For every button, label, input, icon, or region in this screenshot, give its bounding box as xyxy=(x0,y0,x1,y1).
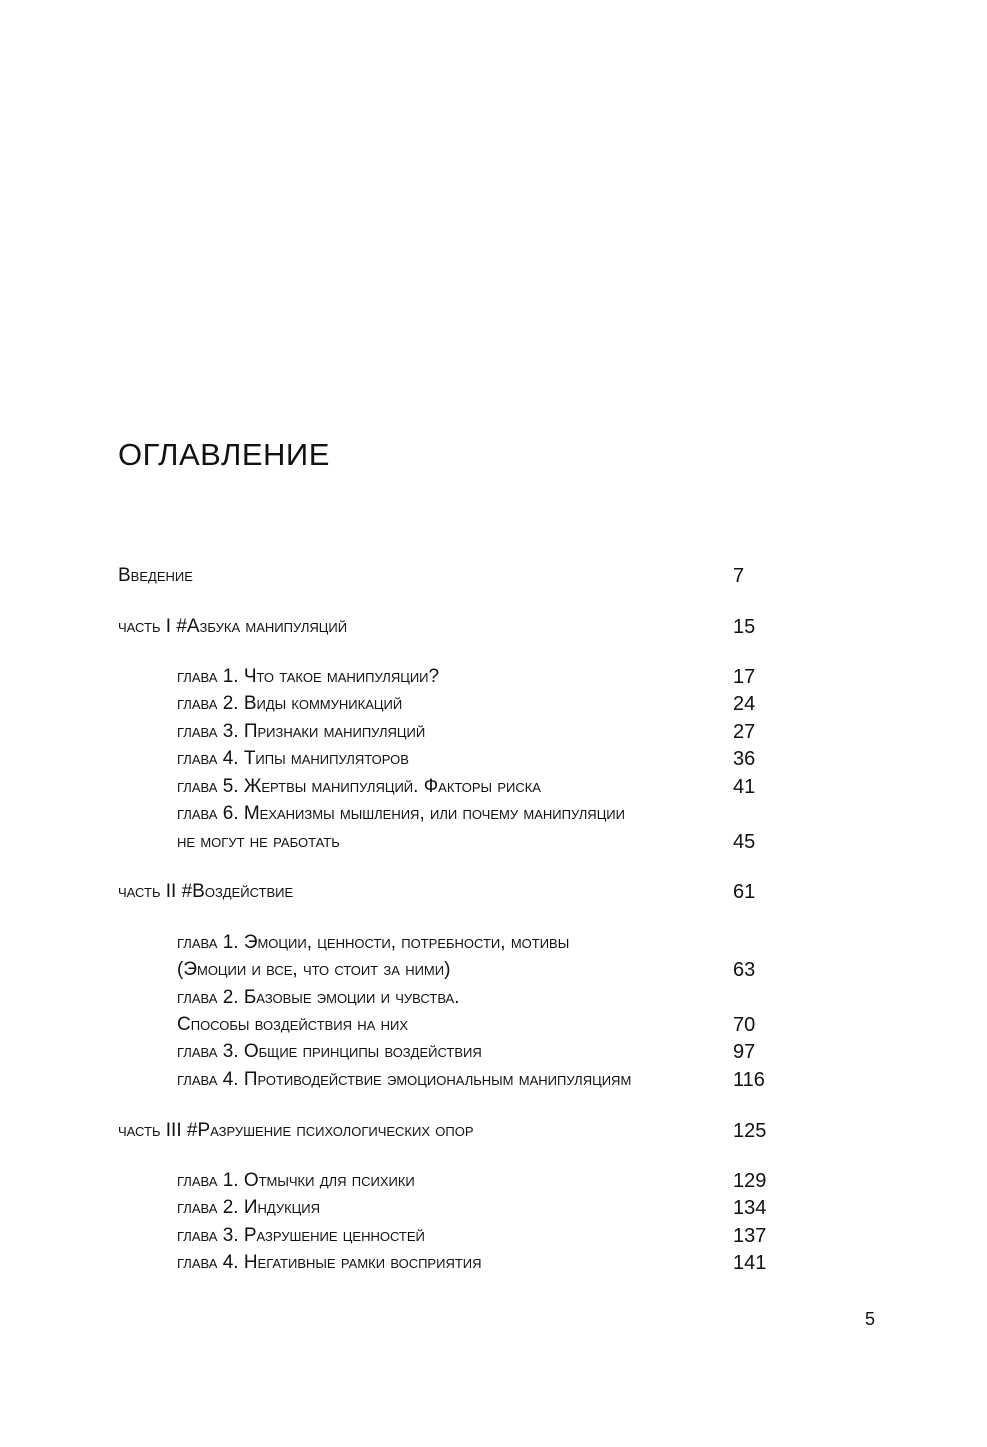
toc-chapter-continuation xyxy=(177,829,818,855)
toc-entry-page: 41 xyxy=(733,776,756,798)
toc-entry-page: 45 xyxy=(733,831,756,853)
toc-entry-page: 137 xyxy=(733,1225,767,1247)
toc-entry-page: 141 xyxy=(733,1252,767,1274)
toc-entry-text: часть I #Азбука манипуляций xyxy=(118,616,348,637)
toc-entry-text: глава 1. Что такое манипуляции? xyxy=(177,666,440,687)
toc-entry-text: глава 6. Механизмы мышления, или почему манипуляции xyxy=(177,803,625,824)
toc-entry-text: Способы воздействия на них xyxy=(177,1014,409,1035)
toc-entry-text: глава 2. Виды коммуникаций xyxy=(177,693,403,714)
toc-entry-page: 36 xyxy=(733,748,756,770)
toc-entry-page: 129 xyxy=(733,1170,767,1192)
toc-chapter xyxy=(177,1039,818,1065)
toc-entry-introduction xyxy=(118,563,818,589)
toc-chapter xyxy=(177,1067,818,1093)
toc-part-2 xyxy=(118,879,818,905)
toc-chapter xyxy=(177,746,818,772)
toc-entry-text: глава 1. Эмоции, ценности, потребности, мотивы xyxy=(177,932,570,953)
toc-chapter xyxy=(177,774,818,800)
toc-entry-page: 24 xyxy=(733,693,756,715)
page-title: ОГЛАВЛЕНИЕ xyxy=(118,437,330,472)
toc-entry-page: 125 xyxy=(733,1120,767,1142)
toc-entry-text: глава 2. Индукция xyxy=(177,1197,320,1218)
page-number: 5 xyxy=(865,1309,876,1329)
toc-chapter-continuation xyxy=(177,1012,818,1038)
toc-chapter xyxy=(177,1195,818,1221)
toc-chapter-continuation xyxy=(177,957,818,983)
toc-entry-page: 15 xyxy=(733,616,756,638)
toc-entry-text: (Эмоции и все, что стоит за ними) xyxy=(177,959,451,980)
toc-chapter xyxy=(177,1223,818,1249)
toc-entry-text: Введение xyxy=(118,565,193,586)
toc-entry-page: 63 xyxy=(733,959,756,981)
toc-entry-text: часть II #Воздействие xyxy=(118,881,294,902)
toc-entry-text: глава 5. Жертвы манипуляций. Факторы риска xyxy=(177,776,541,797)
toc-entry-page: 134 xyxy=(733,1197,767,1219)
toc-chapter xyxy=(177,930,818,956)
toc-entry-text: глава 4. Противодействие эмоциональным манипуляциям xyxy=(177,1069,632,1090)
toc-chapter xyxy=(177,664,818,690)
toc-entry-page: 116 xyxy=(733,1069,765,1091)
toc-chapter xyxy=(177,1168,818,1194)
toc-entry-page: 17 xyxy=(733,666,756,688)
toc-entry-text: глава 4. Типы манипуляторов xyxy=(177,748,409,769)
toc-entry-page: 27 xyxy=(733,721,756,743)
toc-entry-page: 7 xyxy=(733,565,745,587)
toc-part-3 xyxy=(118,1118,818,1144)
toc-entry-page: 97 xyxy=(733,1041,756,1063)
toc-chapter xyxy=(177,985,818,1011)
toc-chapter xyxy=(177,719,818,745)
toc-entry-text: глава 1. Отмычки для психики xyxy=(177,1170,415,1191)
toc-part-1 xyxy=(118,614,818,640)
toc-entry-text: глава 2. Базовые эмоции и чувства. xyxy=(177,987,460,1008)
toc-entry-text: не могут не работать xyxy=(177,831,340,852)
toc-entry-text: часть III #Разрушение психологических опор xyxy=(118,1120,474,1141)
toc-entry-text: глава 3. Разрушение ценностей xyxy=(177,1225,425,1246)
toc-entry-text: глава 3. Общие принципы воздействия xyxy=(177,1041,482,1062)
toc-chapter xyxy=(177,691,818,717)
toc-entry-page: 61 xyxy=(733,881,756,903)
toc-entry-text: глава 4. Негативные рамки восприятия xyxy=(177,1252,482,1273)
toc-entry-text: глава 3. Признаки манипуляций xyxy=(177,721,426,742)
toc-chapter xyxy=(177,1250,818,1276)
toc-chapter xyxy=(177,801,818,827)
toc-entry-page: 70 xyxy=(733,1014,756,1036)
